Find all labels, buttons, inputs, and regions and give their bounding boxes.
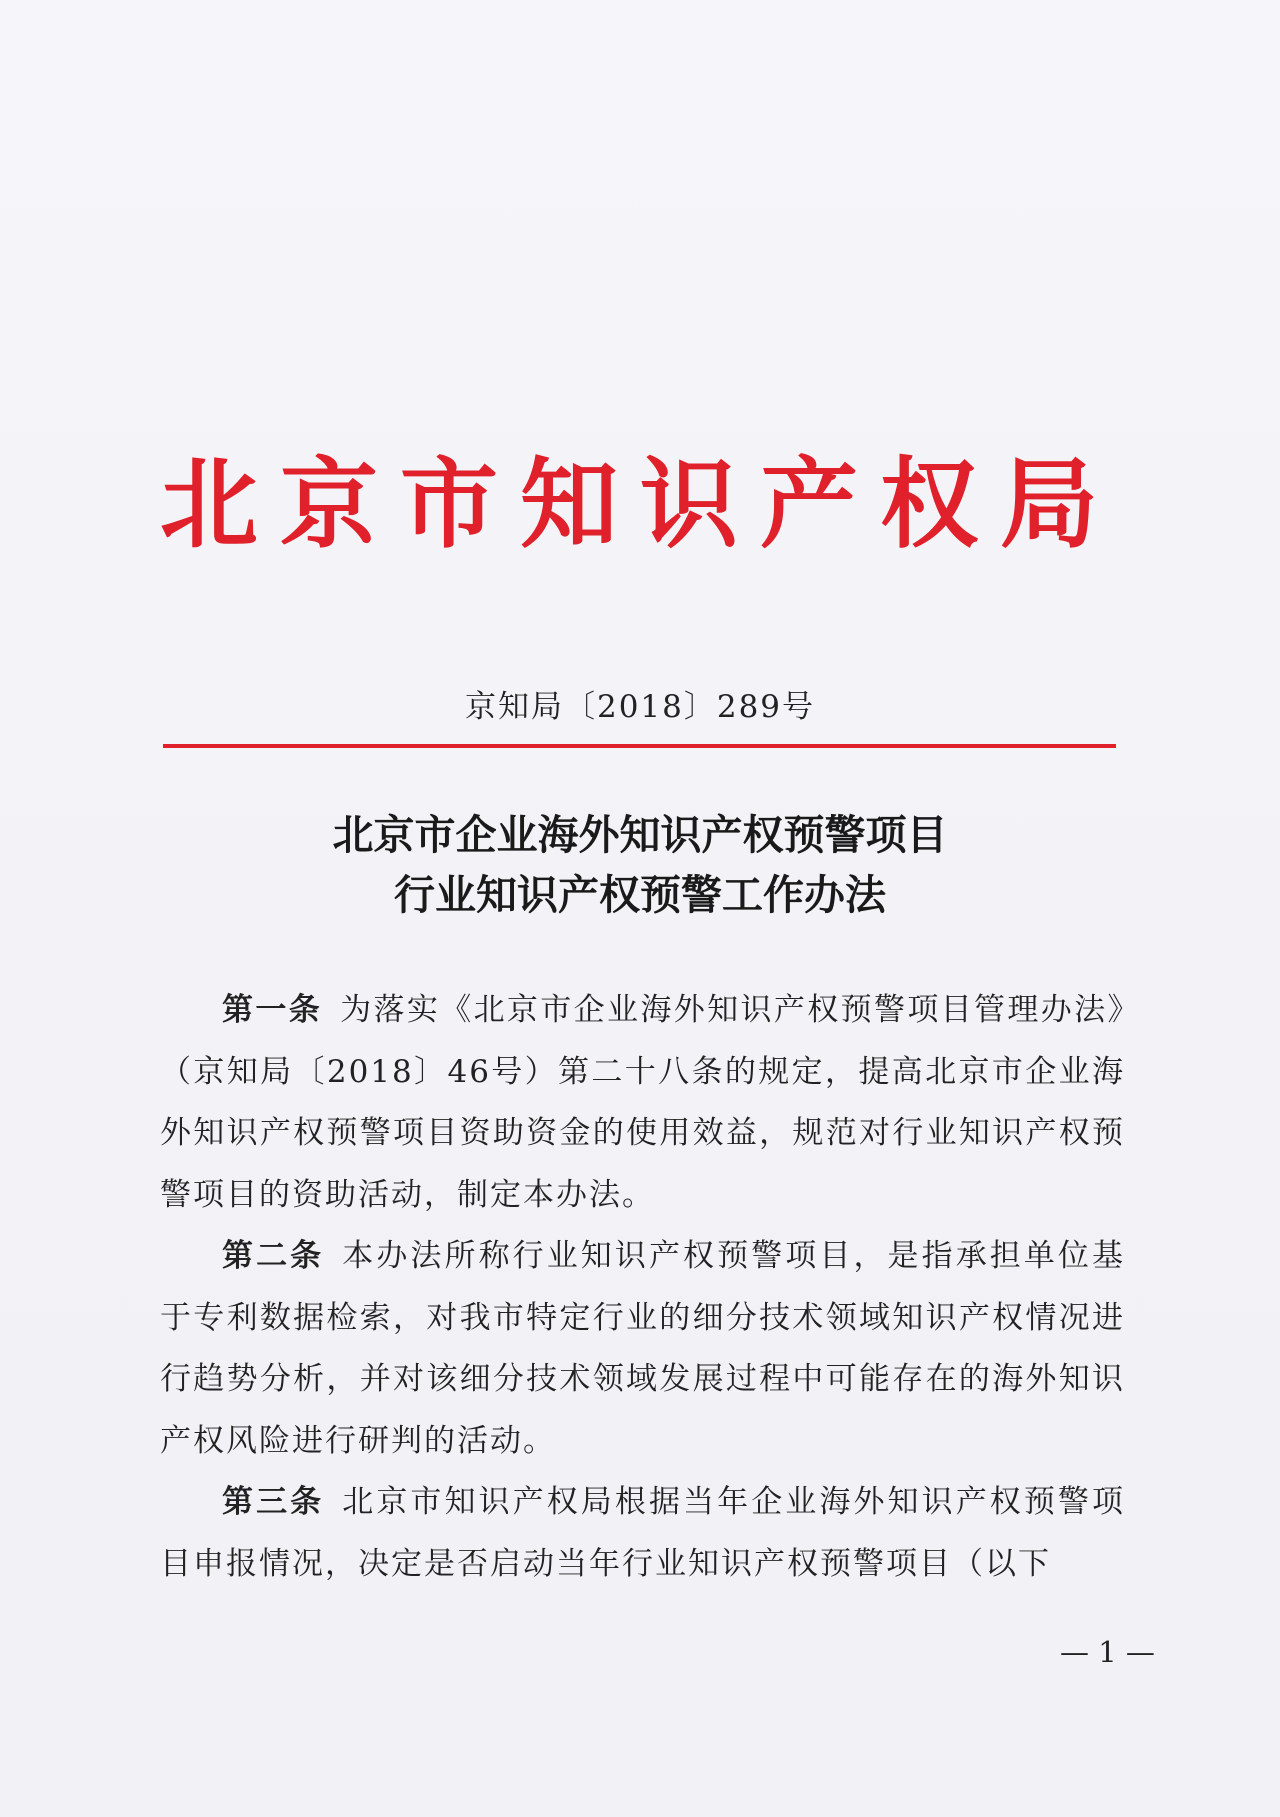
document-body xyxy=(160,980,1125,1595)
article-1-heading: 第一条 xyxy=(222,992,323,1028)
issuer-letterhead: 北京市知识产权局 xyxy=(160,448,1121,562)
article-1-text: 为落实《北京市企业海外知识产权预警项目管理办法》（京知局〔2018〕46号）第二十八条的规定，提高北京市企业海外知识产权预警项目资助资金的使用效益，规范对行业知识产权预警项目的资助活动，制定本办法。 xyxy=(160,992,1126,1213)
title-line-1: 北京市企业海外知识产权预警项目 xyxy=(332,811,948,859)
red-separator-line xyxy=(163,744,1116,748)
article-2 xyxy=(160,1226,1125,1472)
article-3 xyxy=(160,1472,1125,1595)
article-2-text: 本办法所称行业知识产权预警项目，是指承担单位基于专利数据检索，对我市特定行业的细分技术领域知识产权情况进行趋势分析，并对该细分技术领域发展过程中可能存在的海外知识产权风险进行研判的活动。 xyxy=(160,1238,1126,1459)
article-2-heading: 第二条 xyxy=(222,1238,325,1274)
article-3-text: 北京市知识产权局根据当年企业海外知识产权预警项目申报情况，决定是否启动当年行业知识产权预警项目（以下 xyxy=(160,1484,1126,1582)
article-1 xyxy=(160,980,1125,1226)
title-line-2: 行业知识产权预警工作办法 xyxy=(394,871,886,919)
document-title xyxy=(160,805,1120,925)
document-number: 京知局〔2018〕289号 xyxy=(464,689,816,725)
page-number: — 1 — xyxy=(1060,1635,1155,1669)
article-3-heading: 第三条 xyxy=(222,1484,325,1520)
